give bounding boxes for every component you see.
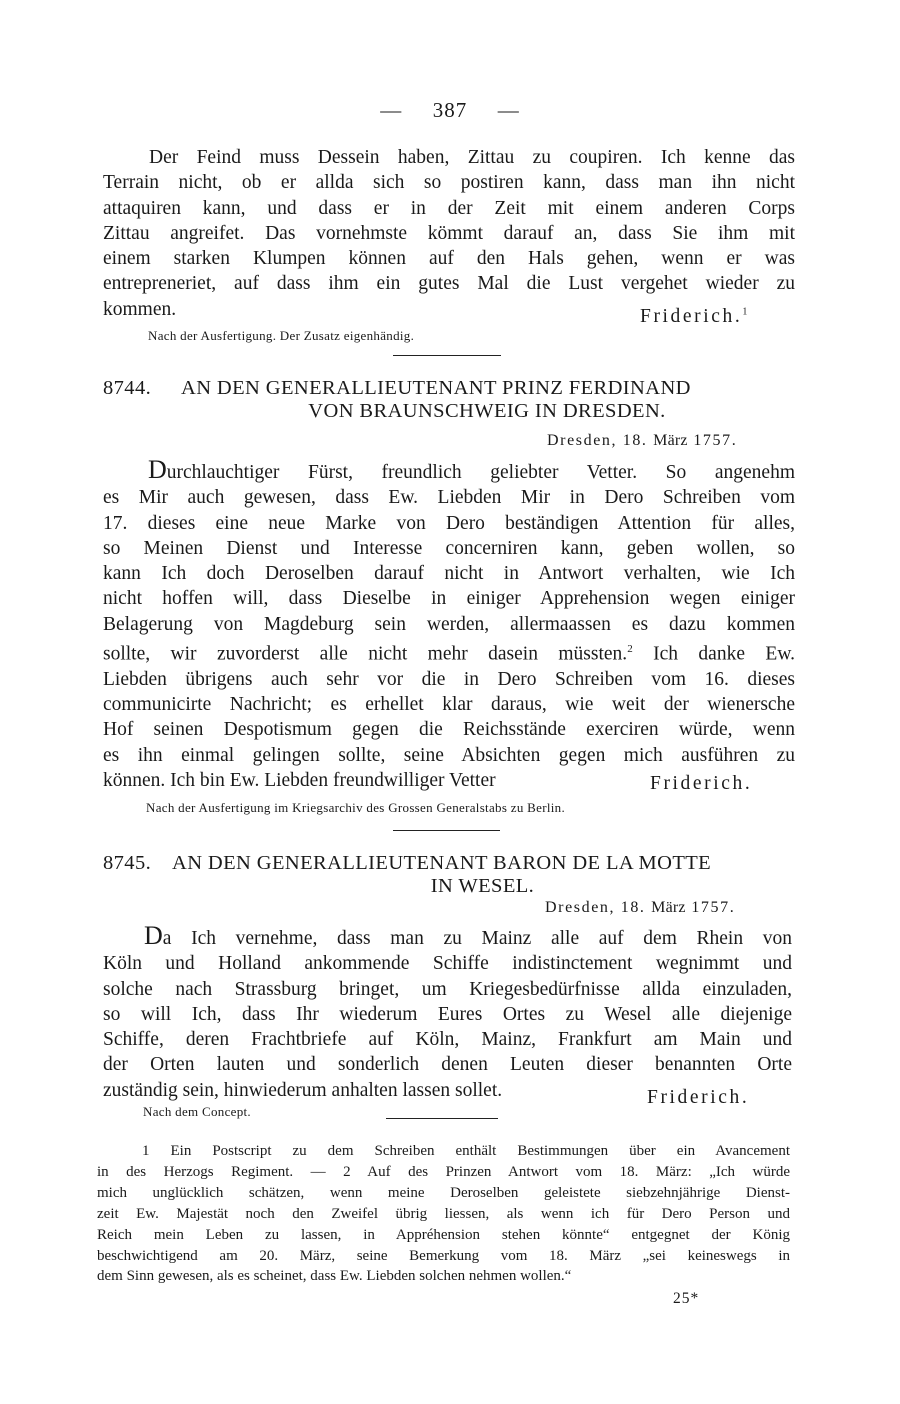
letter-8744-number: 8744. [103,377,152,399]
letter-8744-text [103,457,795,793]
text-line: kann Ich doch Deroselben darauf nicht in Antwort verhalten, wie Ich [103,563,795,585]
letter-8745-text [103,923,792,1103]
text-line: solche nach Strassburg bringet, um Kriegesbedürfnisse allda einzuladen, [103,978,792,1000]
page-number: 387 [432,98,468,122]
letter-8744-signature: Friderich. [650,773,753,794]
text-line: Schiffe, deren Frachtbriefe auf Köln, Mainz, Frankfurt am Main und [103,1029,792,1051]
date-day: 18. [622,432,648,449]
letter-8745-heading-line2: IN WESEL. [430,875,535,897]
footnote-line: mich unglücklich schätzen, wenn meine Deroselben geleistete siebzehnjährige Dienst- [97,1184,790,1201]
text-line: Terrain nicht, ob er allda sich so postiren kann, dass man ihn nicht [103,172,795,194]
text-line: können. Ich bin Ew. Liebden freundwilliger Vetter [103,770,496,792]
text-line: Der Feind muss Dessein haben, Zittau zu coupiren. Ich kenne das [149,147,795,168]
letter-8744-heading-line1: AN DEN GENERALLIEUTENANT PRINZ FERDINAND [181,377,691,399]
prev-letter-source: Nach der Ausfertigung. Der Zusatz eigenhändig. [148,328,415,343]
text-line: Liebden übrigens auch sehr vor die in Dero Schreiben vom 16. dieses [103,668,795,690]
text-line: Köln und Holland ankommende Schiffe indistinctement wegnimmt und [103,953,792,975]
text-line: der Orten lauten und sonderlich denen Leuten dieser benannten Orte [103,1054,792,1076]
text-line: Hof seinen Despotismum gegen die Reichsstände exerciren würde, wenn [103,719,795,741]
text-line: einem starken Klumpen können auf den Hals gehen, wenn er was [103,248,795,270]
date-place: Dresden, [547,432,618,449]
page-number-dash-right: — [497,98,520,122]
text-line [103,457,795,485]
text-line: 17. dieses eine neue Marke von Dero beständigen Attention für alles, [103,512,795,534]
drop-cap: D [148,455,167,484]
footnote-ref-2: 2 [627,643,633,656]
first-line-text: a Ich vernehme, dass man zu Mainz alle auf dem Rhein von [162,928,792,949]
text-line [103,637,795,667]
text-line: kommen. [103,298,177,320]
signature-mark: 25* [673,1290,700,1307]
date-place: Dresden, [545,899,616,916]
text-line: so Meinen Dienst und Interesse concerniren kann, geben wollen, so [103,537,795,559]
date-year: 1757. [691,899,736,916]
footnote-line: dem Sinn gewesen, als es scheinet, dass Ew. Liebden solchen nehmen wollen.“ [97,1268,572,1285]
letter-8745-signature: Friderich. [647,1087,750,1108]
letter-8745-date [545,899,735,917]
text-line [103,923,792,951]
text-line: es Mir auch gewesen, dass Ew. Liebden Mir in Dero Schreiben vom [103,487,795,509]
text-line: Belagerung von Magdeburg sein werden, allermaassen es dazu kommen [103,613,795,635]
footnote-line: beschwichtigend am 20. März, seine Bemerkung vom 18. März „sei keineswegs in [97,1247,790,1264]
text-line: Zittau angreifet. Das vornehmste kömmt darauf an, dass Sie ihm mit [103,222,795,244]
prev-letter-text [103,145,795,322]
footnote-line: Reich mein Leben zu lassen, in Appréhension stehen könnte“ entgegnet der König [97,1226,790,1243]
letter-8745-number: 8745. [103,852,152,874]
text-line: communicirte Nachricht; es erhellet klar daraus, wie weit der wienersche [103,694,795,716]
text-line: so will Ich, dass Ihr wiederum Eures Ortes zu Wesel alle diejenige [103,1003,792,1025]
letter-8745-heading-line1: AN DEN GENERALLIEUTENANT BARON DE LA MOTTE [172,852,712,874]
footnote-line: in des Herzogs Regiment. — 2 Auf des Prinzen Antwort vom 18. März: „Ich würde [97,1163,790,1180]
text-line: entrepreneriet, auf dass ihm ein gutes Mal die Lust vergehet wieder zu [103,273,795,295]
signature: Friderich. [640,306,743,327]
date-year: 1757. [693,432,738,449]
text-line: zuständig sein, hinwiederum anhalten lassen sollet. [103,1079,503,1101]
page-number-dash-left: — [380,98,403,122]
footnote-line: 1 Ein Postscript zu dem Schreiben enthält Bestimmungen über ein Avancement [142,1143,790,1159]
date-day: 18. [620,899,646,916]
letter-8744-heading-line2: VON BRAUNSCHWEIG IN DRESDEN. [308,400,666,422]
date-month: März [651,899,686,916]
prev-letter-signature [640,306,750,328]
section-divider [386,1118,498,1119]
letter-8744-date [547,432,737,450]
text-line: nicht hoffen will, dass Dieselbe in einiger Apprehension wegen einiger [103,588,795,610]
first-line-text: urchlauchtiger Fürst, freundlich geliebter Vetter. So angenehm [166,462,795,483]
date-month: März [653,432,688,449]
line-text-tail: Ich danke Ew. [653,643,796,665]
page-number-header [0,98,900,123]
letter-8744-source: Nach der Ausfertigung im Kriegsarchiv des Grossen Generalstabs zu Berlin. [146,800,566,815]
section-divider [393,830,500,831]
section-divider [393,355,501,356]
footnote-ref-1: 1 [742,306,750,318]
drop-cap: D [144,921,163,950]
footnote-line: zeit Ew. Majestät noch den Zweifel übrig liessen, als wenn ich für Dero Person und [97,1205,790,1222]
line-text: sollte, wir zuvorderst alle nicht mehr dasein müssten. [103,643,628,665]
footnotes [97,1141,790,1287]
letter-8745-source: Nach dem Concept. [143,1104,251,1119]
text-line: attaquiren kann, und dass er in der Zeit mit einem anderen Corps [103,197,795,219]
text-line: es ihn einmal gelingen sollte, seine Absichten gegen mich ausführen zu [103,744,795,766]
